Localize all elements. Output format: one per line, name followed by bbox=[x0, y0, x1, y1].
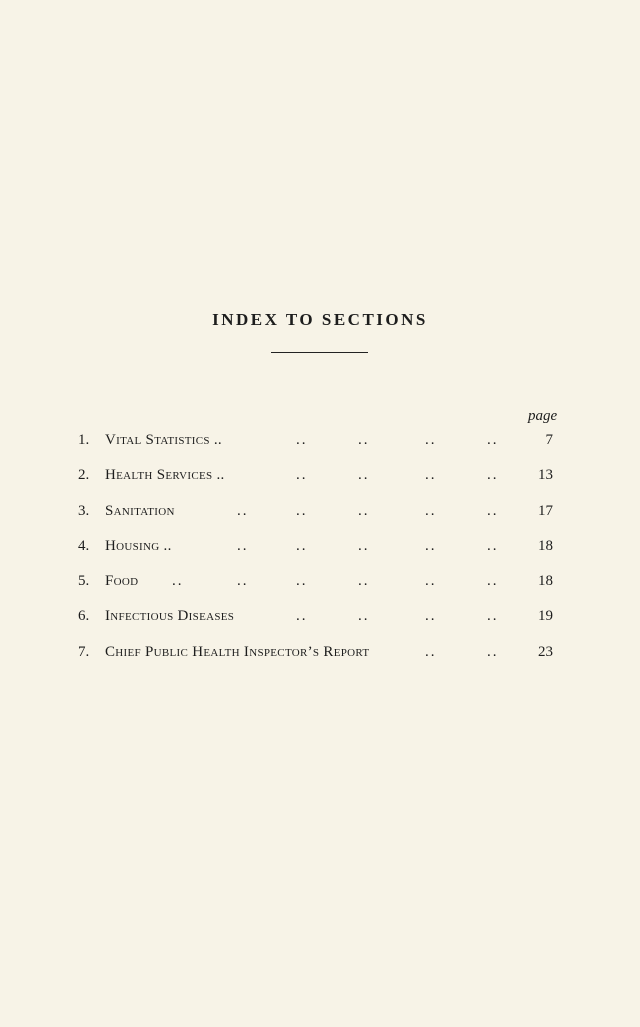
index-entry: 3. Sanitation .. .. .. .. .. 17 bbox=[78, 503, 553, 519]
entry-page-number: 19 bbox=[538, 608, 553, 624]
entry-number: 5. bbox=[78, 573, 90, 589]
entry-page-number: 18 bbox=[538, 573, 553, 589]
index-entry: 1. Vital Statistics .. .. .. .. .. 7 bbox=[78, 432, 553, 448]
index-entry: 4. Housing .. .. .. .. .. .. 18 bbox=[78, 538, 553, 554]
entry-title: Infectious Diseases bbox=[105, 608, 235, 624]
entry-title: Food bbox=[105, 573, 139, 589]
title-rule bbox=[271, 352, 368, 353]
index-entry: 6. Infectious Diseases .. .. .. .. 19 bbox=[78, 608, 553, 624]
entry-page-number: 7 bbox=[545, 432, 553, 448]
entry-title: Health Services .. bbox=[105, 467, 225, 483]
entry-title: Housing .. bbox=[105, 538, 172, 554]
page-title: INDEX TO SECTIONS bbox=[212, 310, 428, 329]
entry-page-number: 13 bbox=[538, 467, 553, 483]
entry-number: 3. bbox=[78, 503, 90, 519]
index-entry: 2. Health Services .. .. .. .. .. 13 bbox=[78, 467, 553, 483]
entry-page-number: 18 bbox=[538, 538, 553, 554]
entry-number: 2. bbox=[78, 467, 90, 483]
entry-title: Chief Public Health Inspector’s Report bbox=[105, 644, 370, 660]
index-entry: 5. Food .. .. .. .. .. .. 18 bbox=[78, 573, 553, 589]
entry-title: Vital Statistics .. bbox=[105, 432, 222, 448]
entry-number: 6. bbox=[78, 608, 90, 624]
entry-page-number: 17 bbox=[538, 503, 553, 519]
page-column-label: page bbox=[528, 408, 558, 424]
entry-number: 4. bbox=[78, 538, 90, 554]
index-entry: 7. Chief Public Health Inspector’s Report .. .. 23 bbox=[78, 644, 553, 660]
entry-title: Sanitation bbox=[105, 503, 175, 519]
entry-number: 7. bbox=[78, 644, 90, 660]
entry-page-number: 23 bbox=[538, 644, 553, 660]
entry-number: 1. bbox=[78, 432, 90, 448]
